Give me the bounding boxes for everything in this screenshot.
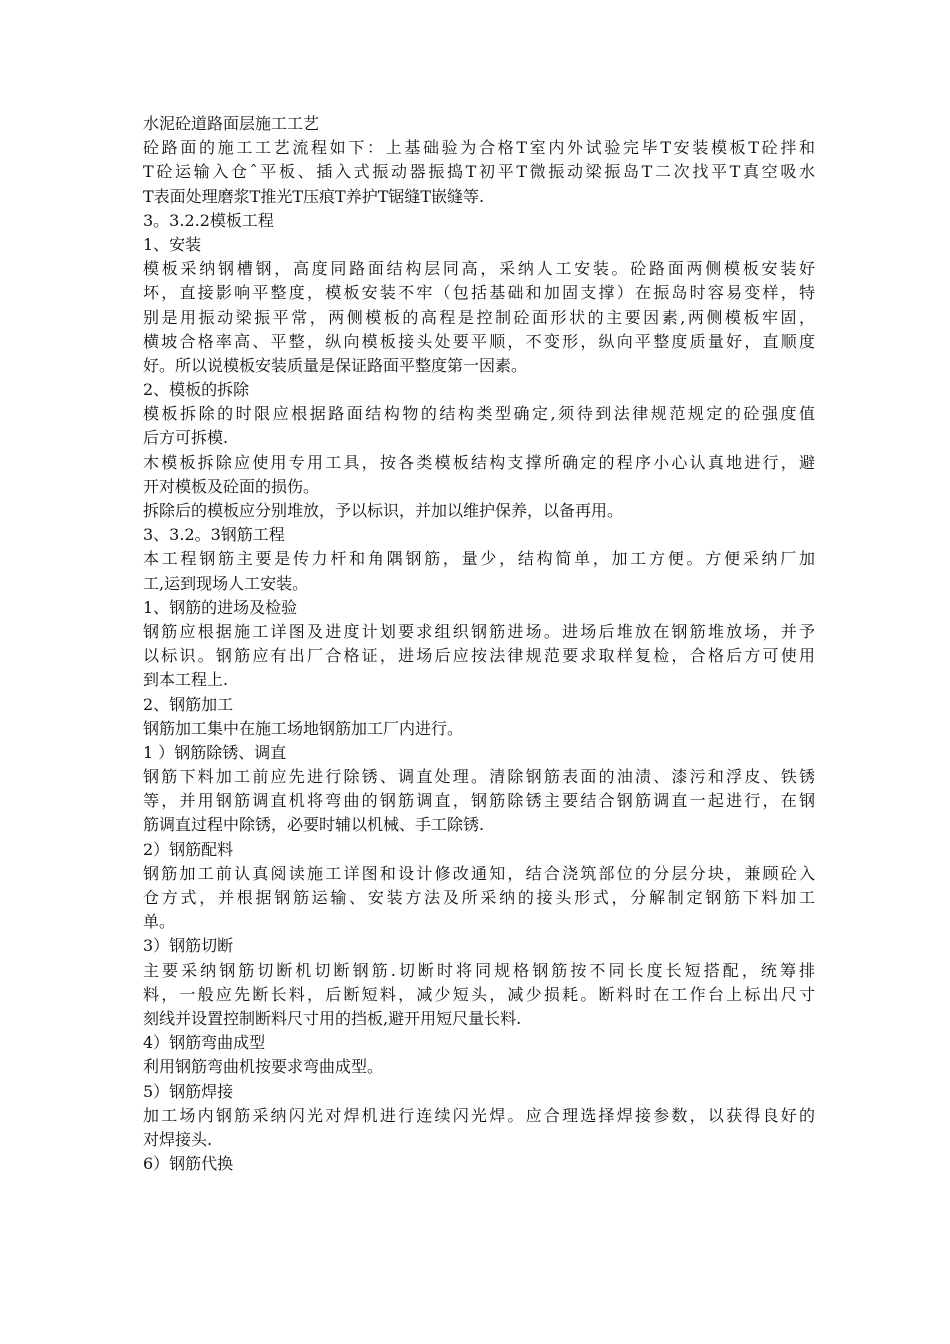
paragraph-line: 到本工程上. [143, 670, 229, 690]
paragraph-line: 木模板拆除应使用专用工具，按各类模板结构支撑所确定的程序小心认真地进行，避 [143, 452, 815, 472]
paragraph-line: T砼运输入仓ˆ平板、插入式振动器振捣T初平T微振动梁振岛T二次找平T真空吸水 [143, 162, 815, 182]
paragraph-line: 砼路面的施工工艺流程如下：上基础验为合格T室内外试验完毕T安装模板T砼拌和 [143, 138, 815, 158]
section-heading: 4）钢筋弯曲成型 [143, 1033, 266, 1053]
section-heading: 6）钢筋代换 [143, 1154, 234, 1174]
paragraph-line: 以标识。钢筋应有出厂合格证，进场后应按法律规范要求取样复检，合格后方可使用 [143, 646, 815, 666]
paragraph-line: T表面处理磨浆T推光T压痕T养护T锯缝T嵌缝等. [143, 186, 485, 206]
paragraph-line: 本工程钢筋主要是传力杆和角隅钢筋，量少，结构简单，加工方便。方便采纳厂加 [143, 549, 815, 569]
paragraph-line: 横坡合格率高、平整，纵向模板接头处要平顺，不变形，纵向平整度质量好，直顺度 [143, 331, 815, 351]
section-heading: 1、钢筋的进场及检验 [143, 597, 298, 617]
paragraph-line: 钢筋应根据施工详图及进度计划要求组织钢筋进场。进场后堆放在钢筋堆放场，并予 [143, 621, 815, 641]
paragraph-line: 别是用振动梁振平常，两侧模板的高程是控制砼面形状的主要因素,两侧模板牢固， [143, 307, 815, 327]
paragraph-line: 等，并用钢筋调直机将弯曲的钢筋调直，钢筋除锈主要结合钢筋调直一起进行，在钢 [143, 791, 815, 811]
paragraph-line: 钢筋下料加工前应先进行除锈、调直处理。清除钢筋表面的油渍、漆污和浮皮、铁锈 [143, 767, 815, 787]
paragraph-line: 加工场内钢筋采纳闪光对焊机进行连续闪光焊。应合理选择焊接参数，以获得良好的 [143, 1105, 815, 1125]
document-title: 水泥砼道路面层施工工艺 [143, 114, 320, 133]
paragraph-line: 后方可拆模. [143, 428, 229, 448]
document-page [143, 112, 815, 1176]
paragraph-line: 主要采纳钢筋切断机切断钢筋.切断时将同规格钢筋按不同长度长短搭配，统筹排 [143, 960, 815, 980]
paragraph-line: 单。 [143, 912, 176, 932]
paragraph-line: 坏，直接影响平整度，模板安装不牢（包括基础和加固支撑）在振岛时容易变样，特 [143, 283, 815, 303]
section-heading: 2）钢筋配料 [143, 839, 234, 859]
paragraph-line: 钢筋加工集中在施工场地钢筋加工厂内进行。 [143, 718, 464, 738]
paragraph-line: 对焊接头. [143, 1129, 213, 1149]
paragraph-line: 工,运到现场人工安装。 [143, 573, 309, 593]
paragraph-line: 钢筋加工前认真阅读施工详图和设计修改通知，结合浇筑部位的分层分块，兼顾砼入 [143, 863, 815, 883]
section-heading: 3）钢筋切断 [143, 936, 234, 956]
paragraph-line: 开对模板及砼面的损伤。 [143, 476, 320, 496]
paragraph-line: 料，一般应先断长料，后断短料，减少短头，减少损耗。断料时在工作台上标出尺寸 [143, 984, 815, 1004]
paragraph-line: 刻线并设置控制断料尺寸用的挡板,避开用短尺量长料. [143, 1008, 522, 1028]
paragraph-line: 拆除后的模板应分别堆放，予以标识，并加以维护保养，以备再用。 [143, 501, 624, 520]
section-heading: 3、3.2。3钢筋工程 [143, 525, 285, 545]
paragraph-line: 仓方式，并根据钢筋运输、安装方法及所采纳的接头形式，分解制定钢筋下料加工 [143, 888, 815, 907]
section-heading: 1、安装 [143, 234, 202, 254]
section-heading: 3。3.2.2模板工程 [143, 210, 274, 230]
paragraph-line: 筋调直过程中除锈，必要时辅以机械、手工除锈. [143, 815, 485, 835]
paragraph-line: 好。所以说模板安装质量是保证路面平整度第一因素。 [143, 355, 528, 375]
paragraph-line: 利用钢筋弯曲机按要求弯曲成型。 [143, 1057, 384, 1077]
section-heading: 2、模板的拆除 [143, 380, 250, 400]
section-heading: 2、钢筋加工 [143, 694, 234, 714]
section-heading: 5）钢筋焊接 [143, 1081, 234, 1101]
paragraph-line: 模板采纳钢槽钢，高度同路面结构层同高，采纳人工安装。砼路面两侧模板安装好 [143, 259, 815, 279]
section-heading: 1 ）钢筋除锈、调直 [143, 742, 287, 762]
paragraph-line: 模板拆除的时限应根据路面结构物的结构类型确定,须待到法律规范规定的砼强度值 [143, 404, 815, 424]
